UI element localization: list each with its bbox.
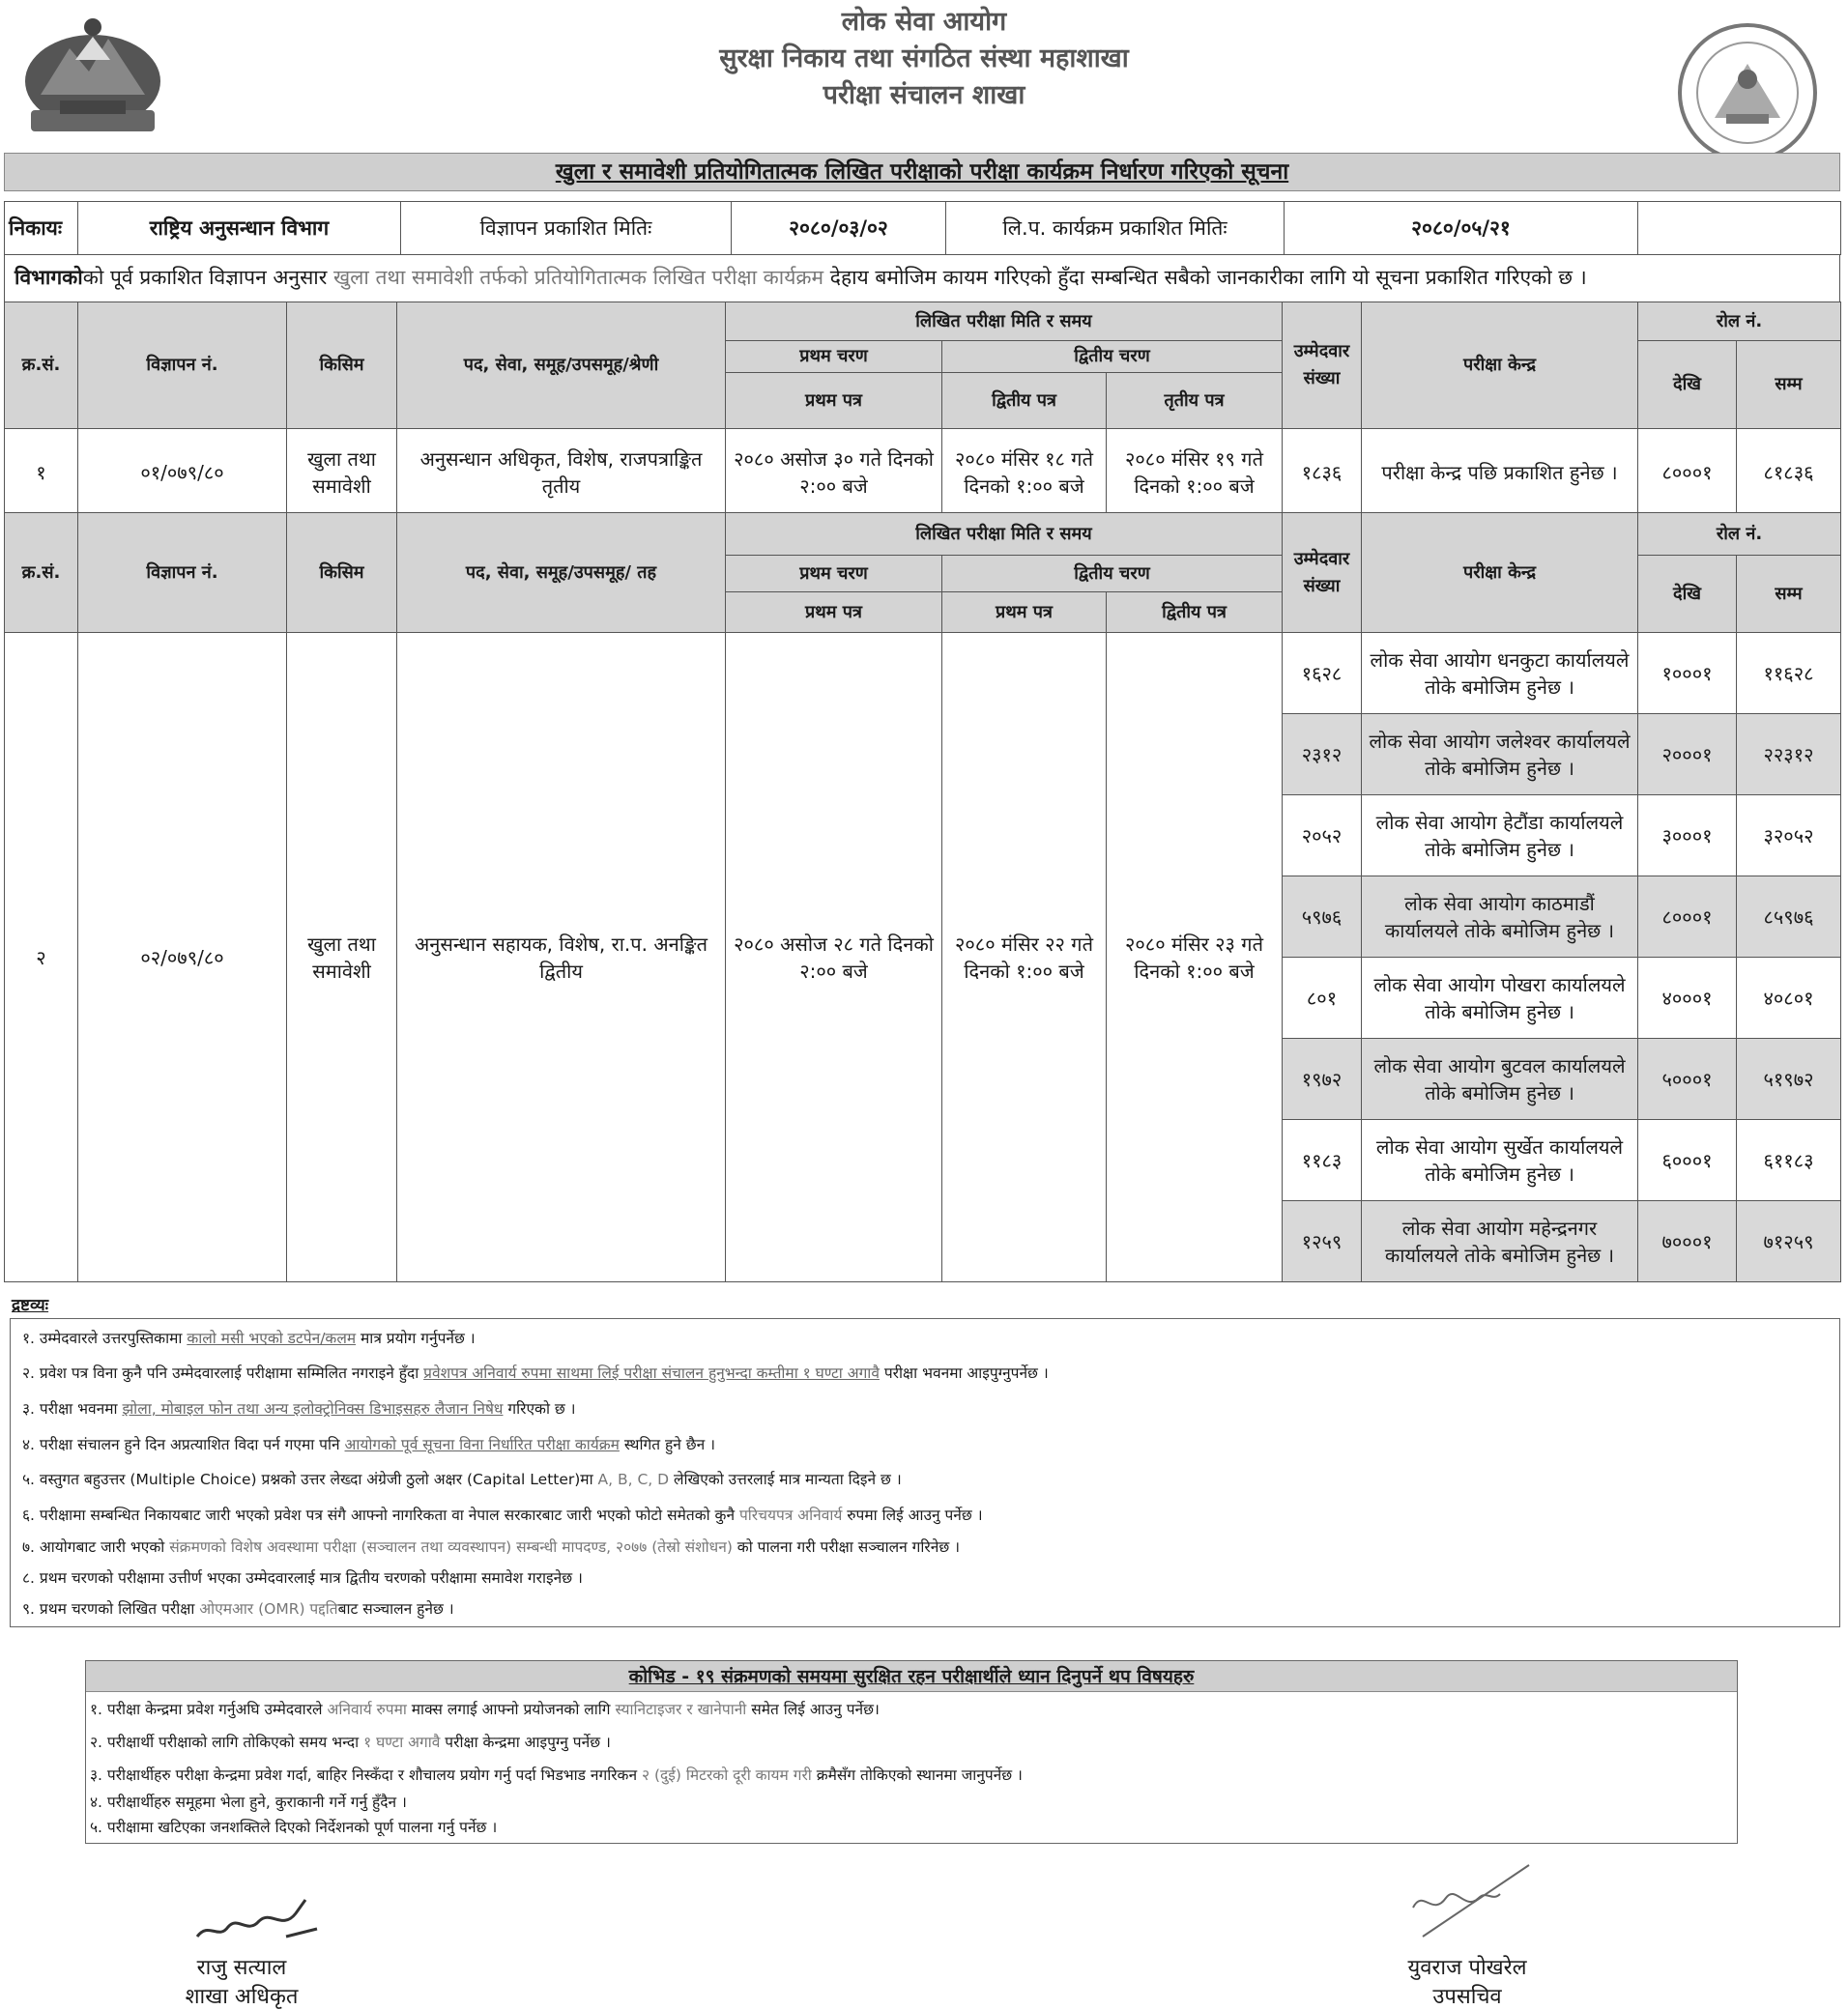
header-line-2: सुरक्षा निकाय तथा संगठित संस्था महाशाखा	[719, 43, 1129, 73]
covid-item-1: १. परीक्षा केन्द्रमा प्रवेश गर्नुअघि उम्मेदवारले अनिवार्य रुपमा माक्स लगाई आफ्नो प्रयोजनको लागि स्यानिटाइजर र खानेपानी समेत लिई आउनु पर्नेछ।	[90, 1701, 880, 1718]
th-paper-1: प्रथम पत्र	[726, 592, 942, 633]
th-stage-1: प्रथम चरण	[726, 556, 942, 592]
th-post: पद, सेवा, समूह/उपसमूह/ तह	[397, 513, 726, 633]
th-stage-2: द्वितीय चरण	[942, 341, 1283, 373]
th-candidates: उम्मेदवार संख्या	[1283, 302, 1362, 429]
note-1: १. उम्मेदवारले उत्तरपुस्तिकामा कालो मसी भएको डटपेन/कलम मात्र प्रयोग गर्नुपर्नेछ ।	[22, 1330, 476, 1347]
right-signature-icon	[1403, 1859, 1539, 1946]
th-type: किसिम	[287, 513, 397, 633]
note-4: ४. परीक्षा संचालन हुने दिन अप्रत्याशित विदा पर्न गएमा पनि आयोगको पूर्व सूचना विना निर्धारित परीक्षा कार्यक्रम स्थगित हुने छैन ।	[22, 1436, 715, 1453]
cell-roll-to: ६११८३	[1737, 1120, 1841, 1201]
note-7: ७. आयोगबाट जारी भएको संक्रमणको विशेष अवस्थामा परीक्षा (सञ्चालन तथा व्यवस्थापन) सम्बन्धी मापदण्ड, २०७७ (तेस्रो संशोधन) को पालना गरी परीक्षा सञ्चालन गरिनेछ ।	[22, 1538, 961, 1556]
th-candidates: उम्मेदवार संख्या	[1283, 513, 1362, 633]
cell-paper-2: २०८० मंसिर २२ गते दिनको १:०० बजे	[942, 633, 1107, 1282]
header-line-3: परीक्षा संचालन शाखा	[823, 80, 1025, 110]
cell-candidates: १६२८	[1283, 633, 1362, 714]
note-5: ५. वस्तुगत बहुउत्तर (Multiple Choice) प्रश्नको उत्तर लेख्दा अंग्रेजी ठुलो अक्षर (Capital Letter)मा A, B, C, D लेखिएको उत्तरलाई मात्र मान्यता दिइने छ ।	[22, 1471, 902, 1488]
schedule-table-1	[4, 302, 1841, 516]
cell-center: लोक सेवा आयोग पोखरा कार्यालयले तोके बमोजिम हुनेछ ।	[1362, 958, 1638, 1039]
cell-roll-from: ६०००१	[1638, 1120, 1737, 1201]
covid-title: कोभिड - १९ संक्रमणको समयमा सुरक्षित रहन परीक्षार्थीले ध्यान दिनुपर्ने थप विषयहरु	[86, 1661, 1737, 1692]
cell-roll-to: ८१८३६	[1737, 429, 1841, 516]
cell-center: लोक सेवा आयोग बुटवल कार्यालयले तोके बमोजिम हुनेछ ।	[1362, 1039, 1638, 1120]
cell-adv-no: ०२/०७९/८०	[78, 633, 287, 1282]
cell-type: खुला तथा समावेशी	[287, 429, 397, 516]
covid-box	[85, 1660, 1738, 1844]
cell-roll-from: ३०००१	[1638, 795, 1737, 876]
cell-candidates: १२५९	[1283, 1201, 1362, 1282]
cell-center: लोक सेवा आयोग महेन्द्रनगर कार्यालयले तोके बमोजिम हुनेछ ।	[1362, 1201, 1638, 1282]
cell-roll-from: ५०००१	[1638, 1039, 1737, 1120]
intro-text: विभागकोको पूर्व प्रकाशित विज्ञापन अनुसार खुला तथा समावेशी तर्फको प्रतियोगितात्मक लिखित परीक्षा कार्यक्रम देहाय बमोजिम कायम गरिएको हुँदा सम्बन्धित सबैको जानकारीका लागि यो सूचना प्रकाशित गरिएको छ ।	[4, 254, 1840, 302]
cell-roll-to: ११६२८	[1737, 633, 1841, 714]
left-signatory-name: राजु सत्याल	[196, 1956, 287, 1980]
cell-roll-to: ७१२५९	[1737, 1201, 1841, 1282]
cell-candidates: ८०१	[1283, 958, 1362, 1039]
cell-roll-to: ८५९७६	[1737, 876, 1841, 958]
cell-candidates: २०५२	[1283, 795, 1362, 876]
th-adv-no: विज्ञापन नं.	[78, 302, 287, 429]
covid-item-4: ४. परीक्षार्थीहरु समूहमा भेला हुने, कुराकानी गर्ने गर्नु हुँदैन ।	[90, 1794, 407, 1811]
covid-item-5: ५. परीक्षामा खटिएका जनशक्तिले दिएको निर्देशनको पूर्ण पालना गर्नु पर्नेछ ।	[90, 1819, 498, 1836]
note-6: ६. परीक्षामा सम्बन्धित निकायबाट जारी भएको प्रवेश पत्र संगै आफ्नो नागरिकता वा नेपाल सरकारबाट जारी भएको फोटो समेतको कुनै परिचयपत्र अनिवार्य रुपमा लिई आउनु पर्नेछ ।	[22, 1507, 983, 1524]
covid-item-2: २. परीक्षार्थी परीक्षाको लागि तोकिएको समय भन्दा १ घण्टा अगावै परीक्षा केन्द्रमा आइपुग्नु पर्नेछ ।	[90, 1734, 611, 1751]
note-8: ८. प्रथम चरणको परीक्षामा उत्तीर्ण भएका उम्मेदवारलाई मात्र द्वितीय चरणको परीक्षामा समावेश गराइनेछ ।	[22, 1569, 583, 1587]
th-paper-3: तृतीय पत्र	[1107, 373, 1283, 429]
note-2: २. प्रवेश पत्र विना कुनै पनि उम्मेदवारलाई परीक्षामा सम्मिलित नगराइने हुँदा प्रवेशपत्र अनिवार्य रुपमा साथमा लिई परीक्षा संचालन हुनुभन्दा कम्तीमा १ घण्टा अगावै परीक्षा भवनमा आइपुग्नुपर्नेछ ।	[22, 1364, 1049, 1382]
th-paper-2: प्रथम पत्र	[942, 592, 1107, 633]
cell-roll-from: ४०००१	[1638, 958, 1737, 1039]
schedule-date-value: २०८०/०५/२१	[1285, 202, 1638, 255]
adv-date-label: विज्ञापन प्रकाशित मितिः	[401, 202, 732, 255]
th-center: परीक्षा केन्द्र	[1362, 513, 1638, 633]
th-roll-from: देखि	[1638, 556, 1737, 633]
header-line-1: लोक सेवा आयोग	[841, 7, 1007, 37]
th-adv-no: विज्ञापन नं.	[78, 513, 287, 633]
th-stage-2: द्वितीय चरण	[942, 556, 1283, 592]
cell-roll-from: २०००१	[1638, 714, 1737, 795]
th-roll-to: सम्म	[1737, 341, 1841, 429]
cell-roll-to: ३२०५२	[1737, 795, 1841, 876]
cell-sn: १	[5, 429, 78, 516]
cell-candidates: १९७२	[1283, 1039, 1362, 1120]
th-sn: क्र.सं.	[5, 513, 78, 633]
th-paper-1: प्रथम पत्र	[726, 373, 942, 429]
cell-paper-2: २०८० मंसिर १८ गते दिनको १:०० बजे	[942, 429, 1107, 516]
cell-roll-from: १०००१	[1638, 633, 1737, 714]
cell-candidates: १८३६	[1283, 429, 1362, 516]
right-signatory-title: उपसचिव	[1432, 1985, 1502, 2009]
notice-title: खुला र समावेशी प्रतियोगितात्मक लिखित परीक्षाको परीक्षा कार्यक्रम निर्धारण गरिएको सूचना	[4, 153, 1840, 191]
office-label: निकायः	[5, 202, 78, 255]
cell-paper-1: २०८० असोज ३० गते दिनको २:०० बजे	[726, 429, 942, 516]
left-signatory-title: शाखा अधिकृत	[185, 1985, 299, 2009]
cell-center: लोक सेवा आयोग धनकुटा कार्यालयले तोके बमोजिम हुनेछ ।	[1362, 633, 1638, 714]
th-post: पद, सेवा, समूह/उपसमूह/श्रेणी	[397, 302, 726, 429]
notes-box	[10, 1318, 1840, 1627]
schedule-table-2	[4, 512, 1841, 1282]
th-roll-from: देखि	[1638, 341, 1737, 429]
notes-title: द्रष्टव्यः	[12, 1296, 49, 1315]
table-row	[5, 633, 1841, 714]
cell-candidates: ११८३	[1283, 1120, 1362, 1201]
cell-center: लोक सेवा आयोग जलेश्वर कार्यालयले तोके बमोजिम हुनेछ ।	[1362, 714, 1638, 795]
th-center: परीक्षा केन्द्र	[1362, 302, 1638, 429]
cell-roll-to: २२३१२	[1737, 714, 1841, 795]
th-exam-datetime: लिखित परीक्षा मिति र समय	[726, 513, 1283, 556]
cell-post: अनुसन्धान अधिकृत, विशेष, राजपत्राङ्कित तृतीय	[397, 429, 726, 516]
cell-roll-from: ७०००१	[1638, 1201, 1737, 1282]
office-value: राष्ट्रिय अनुसन्धान विभाग	[78, 202, 401, 255]
cell-center: लोक सेवा आयोग सुर्खेत कार्यालयले तोके बमोजिम हुनेछ ।	[1362, 1120, 1638, 1201]
th-paper-3: द्वितीय पत्र	[1107, 592, 1283, 633]
th-exam-datetime: लिखित परीक्षा मिति र समय	[726, 302, 1283, 341]
table-row	[5, 429, 1841, 516]
cell-candidates: २३१२	[1283, 714, 1362, 795]
note-3: ३. परीक्षा भवनमा झोला, मोबाइल फोन तथा अन्य इलोक्ट्रोनिक्स डिभाइसहरु लैजान निषेध गरिएको छ ।	[22, 1400, 576, 1418]
cell-roll-to: ४०८०१	[1737, 958, 1841, 1039]
covid-item-3: ३. परीक्षार्थीहरु परीक्षा केन्द्रमा प्रवेश गर्दा, बाहिर निस्कँदा र शौचालय प्रयोग गर्नु पर्दा भिडभाड नगरिकन २ (दुई) मिटरको दूरी कायम गरी क्रमैसँग तोकिएको स्थानमा जानुपर्नेछ ।	[90, 1766, 1023, 1784]
cell-center: लोक सेवा आयोग हेटौंडा कार्यालयले तोके बमोजिम हुनेछ ।	[1362, 795, 1638, 876]
cell-roll-to: ५१९७२	[1737, 1039, 1841, 1120]
cell-center: लोक सेवा आयोग काठमाडौं कार्यालयले तोके बमोजिम हुनेछ ।	[1362, 876, 1638, 958]
cell-roll-from: ८०००१	[1638, 429, 1737, 516]
info-table	[4, 201, 1841, 255]
cell-type: खुला तथा समावेशी	[287, 633, 397, 1282]
left-signature-icon	[189, 1892, 325, 1946]
cell-paper-3: २०८० मंसिर २३ गते दिनको १:०० बजे	[1107, 633, 1283, 1282]
th-sn: क्र.सं.	[5, 302, 78, 429]
cell-paper-3: २०८० मंसिर १९ गते दिनको १:०० बजे	[1107, 429, 1283, 516]
cell-center: परीक्षा केन्द्र पछि प्रकाशित हुनेछ ।	[1362, 429, 1638, 516]
th-roll: रोल नं.	[1638, 513, 1841, 556]
schedule-date-label: लि.प. कार्यक्रम प्रकाशित मितिः	[946, 202, 1285, 255]
psc-seal-icon	[1676, 21, 1819, 164]
cell-roll-from: ८०००१	[1638, 876, 1737, 958]
adv-date-value: २०८०/०३/०२	[732, 202, 946, 255]
right-signatory-name: युवराज पोखरेल	[1407, 1956, 1527, 1980]
th-stage-1: प्रथम चरण	[726, 341, 942, 373]
th-paper-2: द्वितीय पत्र	[942, 373, 1107, 429]
cell-candidates: ५९७६	[1283, 876, 1362, 958]
cell-post: अनुसन्धान सहायक, विशेष, रा.प. अनङ्कित द्वितीय	[397, 633, 726, 1282]
info-blank	[1638, 202, 1841, 255]
cell-paper-1: २०८० असोज २८ गते दिनको २:०० बजे	[726, 633, 942, 1282]
th-roll: रोल नं.	[1638, 302, 1841, 341]
th-roll-to: सम्म	[1737, 556, 1841, 633]
cell-sn: २	[5, 633, 78, 1282]
cell-adv-no: ०१/०७९/८०	[78, 429, 287, 516]
th-type: किसिम	[287, 302, 397, 429]
note-9: ९. प्रथम चरणको लिखित परीक्षा ओएमआर (OMR) पद्दतिबाट सञ्चालन हुनेछ ।	[22, 1600, 454, 1618]
